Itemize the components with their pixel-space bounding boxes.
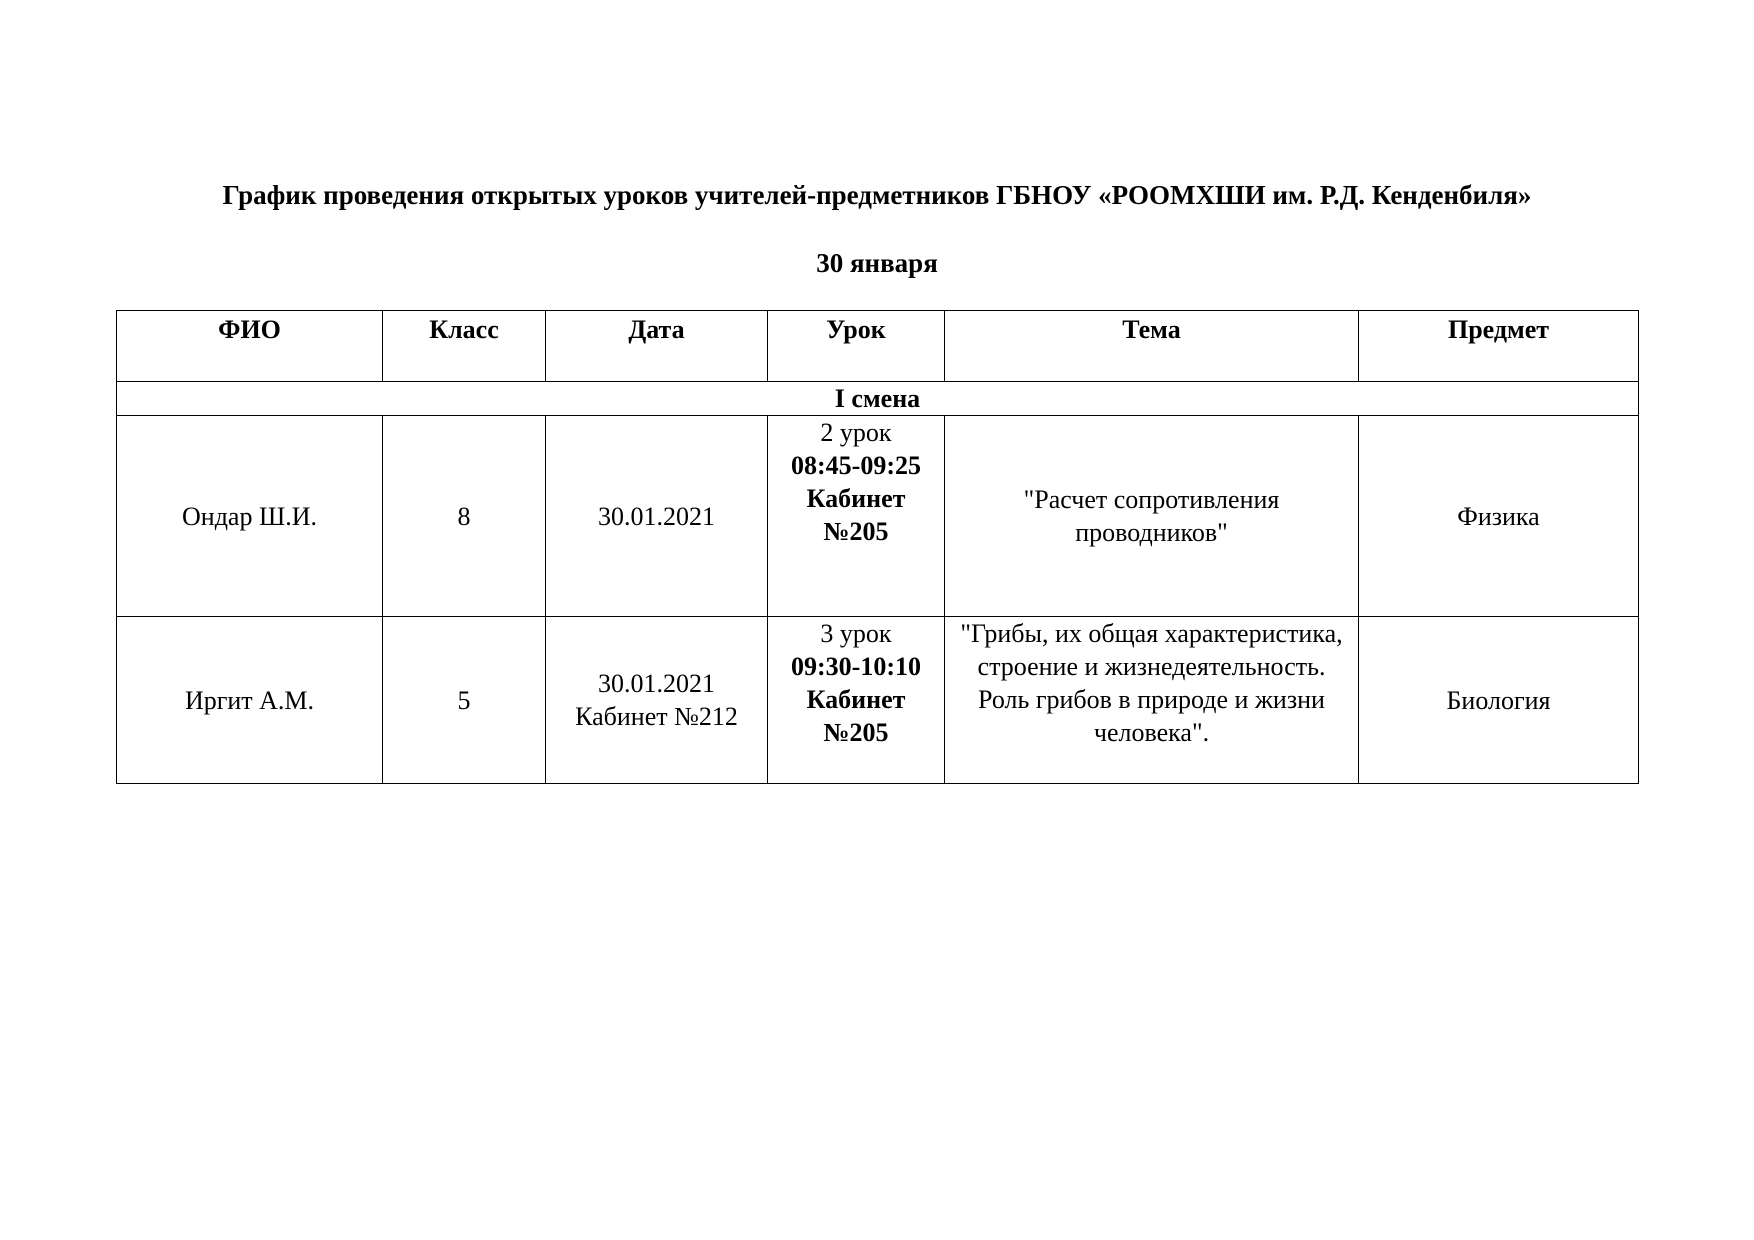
- lesson-number: 3 урок: [820, 619, 892, 648]
- header-date: Дата: [546, 311, 768, 382]
- cell-lesson: [768, 416, 945, 617]
- schedule-table: [116, 310, 1639, 784]
- cell-lesson: [768, 617, 945, 784]
- date-value: 30.01.2021: [598, 669, 715, 698]
- lesson-room-label: Кабинет: [806, 685, 906, 714]
- shift-label: I смена: [117, 382, 1639, 416]
- cell-subject: Биология: [1359, 617, 1639, 784]
- lesson-time: 08:45-09:25: [791, 451, 921, 480]
- date-room: Кабинет №212: [575, 702, 738, 731]
- cell-date: [546, 617, 768, 784]
- header-row: [117, 311, 1639, 382]
- date-heading: 30 января: [816, 248, 938, 278]
- header-fio: ФИО: [117, 311, 383, 382]
- cell-topic: "Расчет сопротивления проводников": [945, 416, 1359, 617]
- document-title: График проведения открытых уроков учителей-предметников ГБНОУ «РООМХШИ им. Р.Д. Кенденбиля»: [222, 180, 1532, 210]
- cell-topic: "Грибы, их общая характеристика, строение и жизнедеятельность. Роль грибов в природе и жизни человека".: [945, 617, 1359, 784]
- cell-class: 5: [383, 617, 546, 784]
- table-row: [117, 617, 1639, 784]
- header-topic: Тема: [945, 311, 1359, 382]
- date-value: 30.01.2021: [598, 501, 715, 531]
- shift-row: [117, 382, 1639, 416]
- cell-fio: Ондар Ш.И.: [117, 416, 383, 617]
- table-row: [117, 416, 1639, 617]
- header-class: Класс: [383, 311, 546, 382]
- lesson-room-label: Кабинет: [806, 484, 906, 513]
- header-subject: Предмет: [1359, 311, 1639, 382]
- lesson-number: 2 урок: [820, 418, 892, 447]
- cell-subject: Физика: [1359, 416, 1639, 617]
- cell-class: 8: [383, 416, 546, 617]
- cell-date: [546, 416, 768, 617]
- cell-fio: Иргит А.М.: [117, 617, 383, 784]
- header-lesson: Урок: [768, 311, 945, 382]
- lesson-room-number: №205: [823, 517, 889, 546]
- lesson-time: 09:30-10:10: [791, 652, 921, 681]
- lesson-room-number: №205: [823, 718, 889, 747]
